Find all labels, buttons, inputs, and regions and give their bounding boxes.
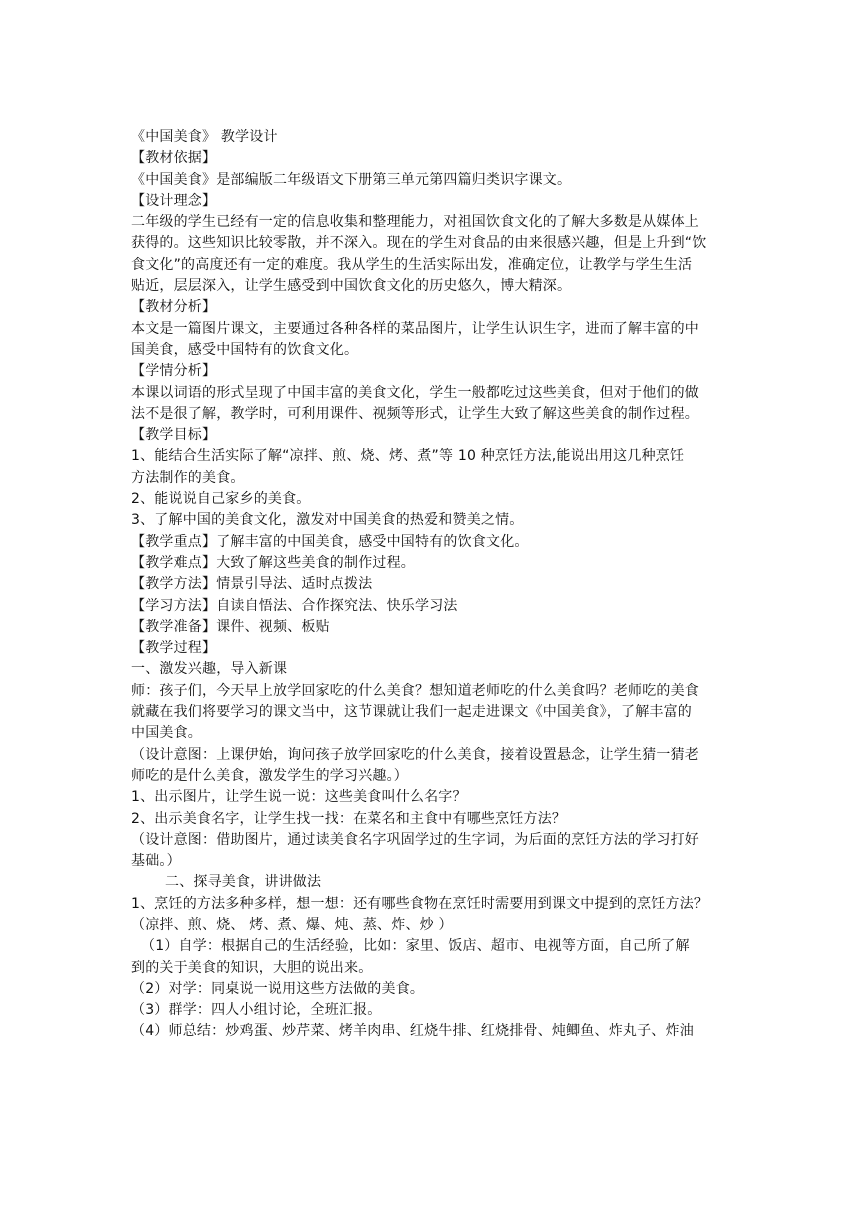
text-line: 就藏在我们将要学习的课文当中，这节课就让我们一起走进课文《中国美食》，了解丰富的 xyxy=(131,704,692,721)
text-line: 【教学准备】课件、视频、板贴 xyxy=(131,618,330,635)
subheading: 一、激发兴趣，导入新课 xyxy=(131,661,288,678)
section-heading-teaching-process: 【教学过程】 xyxy=(131,640,217,657)
text-line: 师：孩子们，今天早上放学回家吃的什么美食？想知道老师吃的什么美食吗？老师吃的美食 xyxy=(131,682,699,699)
doc-title: 《中国美食》 教学设计 xyxy=(131,129,278,145)
section-heading-teaching-goals: 【教学目标】 xyxy=(131,427,217,444)
section-heading-textbook-basis: 【教材依据】 xyxy=(131,150,217,167)
text-line: 中国美食。 xyxy=(131,725,202,742)
text-line: 食文化”的高度还有一定的难度。我从学生的生活实际出发，准确定位，让教学与学生生活 xyxy=(131,256,693,273)
text-line: （1）自学：根据自己的生活经验，比如：家里、饭店、超市、电视等方面，自己所了解 xyxy=(141,938,690,955)
section-heading-textbook-analysis: 【教材分析】 xyxy=(131,299,217,316)
text-line: 【教学难点】大致了解这些美食的制作过程。 xyxy=(131,554,415,571)
text-line: 国美食，感受中国特有的饮食文化。 xyxy=(131,341,359,358)
text-line: （设计意图：上课伊始，询问孩子放学回家吃的什么美食，接着设置悬念，让学生猜一猜老 xyxy=(131,746,699,763)
text-line: （设计意图：借助图片，通过读美食名字巩固学过的生字词，为后面的烹饪方法的学习打好 xyxy=(131,831,699,848)
section-heading-learner-analysis: 【学情分析】 xyxy=(131,363,217,380)
text-line: 【学习方法】自读自悟法、合作探究法、快乐学习法 xyxy=(131,597,458,614)
section-heading-design-concept: 【设计理念】 xyxy=(131,192,217,209)
text-line: 【教学方法】情景引导法、适时点拨法 xyxy=(131,576,373,593)
text-line: 法不是很了解，教学时，可利用课件、视频等形式，让学生大致了解这些美食的制作过程。 xyxy=(131,405,699,422)
text-line: 《中国美食》是部编版二年级语文下册第三单元第四篇归类识字课文。 xyxy=(131,171,572,188)
text-line: 3、了解中国的美食文化，激发对中国美食的热爱和赞美之情。 xyxy=(131,512,524,529)
subheading: 二、探寻美食，讲讲做法 xyxy=(165,874,322,891)
text-line: 二年级的学生已经有一定的信息收集和整理能力，对祖国饮食文化的了解大多数是从媒体上 xyxy=(131,214,699,231)
text-line: 本课以词语的形式呈现了中国丰富的美食文化，学生一般都吃过这些美食，但对于他们的做 xyxy=(131,384,699,401)
text-line: 2、能说说自己家乡的美食。 xyxy=(131,491,311,508)
text-line: （4）师总结：炒鸡蛋、炒芹菜、烤羊肉串、红烧牛排、红烧排骨、炖鲫鱼、炸丸子、炸油 xyxy=(131,1023,694,1040)
text-line: （3）群学：四人小组讨论，全班汇报。 xyxy=(131,1002,382,1019)
lesson-plan-document xyxy=(131,127,731,1043)
text-line: 贴近，层层深入，让学生感受到中国饮食文化的历史悠久，博大精深。 xyxy=(131,278,572,295)
text-line: 1、能结合生活实际了解“凉拌、煎、烧、烤、煮”等 10 种烹饪方法,能说出用这几种烹饪 xyxy=(131,448,685,465)
text-line: 获得的。这些知识比较零散，并不深入。现在的学生对食品的由来很感兴趣，但是上升到“饮 xyxy=(131,235,707,252)
text-line: 2、出示美食名字，让学生找一找：在菜名和主食中有哪些烹饪方法？ xyxy=(131,810,567,827)
text-line: （2）对学：同桌说一说用这些方法做的美食。 xyxy=(131,980,425,997)
text-line: 1、出示图片，让学生说一说：这些美食叫什么名字？ xyxy=(131,789,467,806)
text-line: （凉拌、煎、烧、 烤、煮、爆、炖、蒸、炸、炒 ） xyxy=(131,916,453,933)
text-line: 本文是一篇图片课文，主要通过各种各样的菜品图片，让学生认识生字，进而了解丰富的中 xyxy=(131,320,699,337)
text-line: 1、烹饪的方法多种多样，想一想：还有哪些食物在烹饪时需要用到课文中提到的烹饪方法？ xyxy=(131,895,709,912)
text-line: 到的关于美食的知识，大胆的说出来。 xyxy=(131,959,373,976)
text-line: 【教学重点】了解丰富的中国美食，感受中国特有的饮食文化。 xyxy=(131,533,529,550)
text-line: 基础。） xyxy=(131,853,181,870)
text-line: 师吃的是什么美食，激发学生的学习兴趣。） xyxy=(131,767,408,784)
text-line: 方法制作的美食。 xyxy=(131,469,245,486)
